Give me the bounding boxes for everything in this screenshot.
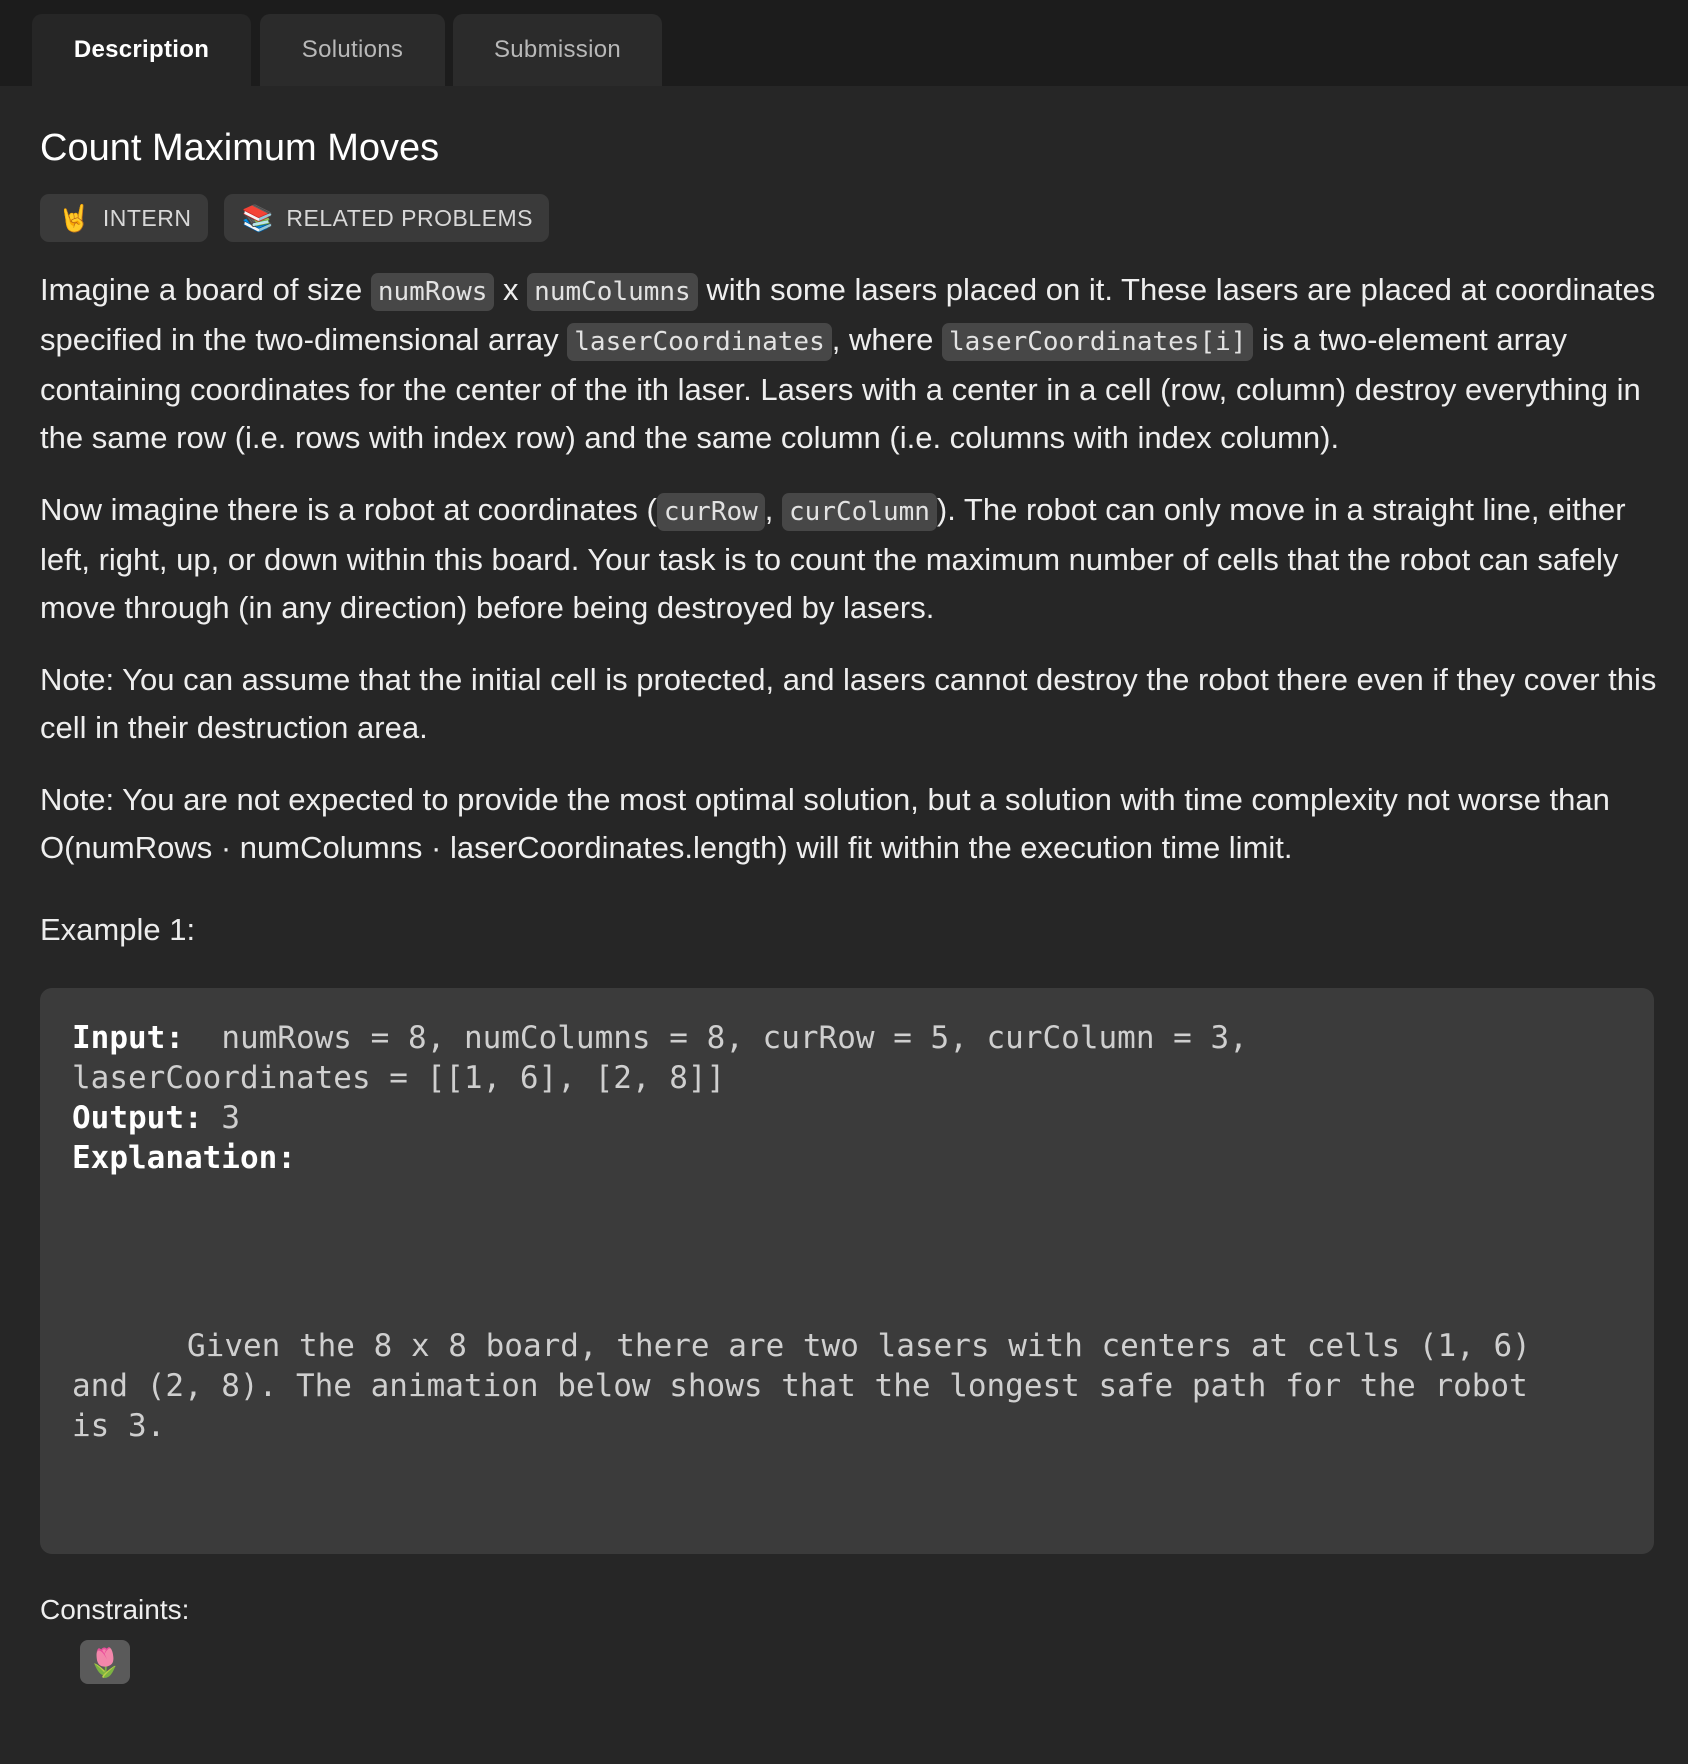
example-input-line <box>72 1018 1622 1058</box>
explanation-line: and (2, 8). The animation below shows that the longest safe path for the robot <box>72 1368 1528 1404</box>
input-value: numRows = 8, numColumns = 8, curRow = 5, curColumn = 3, <box>221 1020 1248 1056</box>
intern-badge[interactable] <box>40 194 208 242</box>
example-output-line <box>72 1098 1622 1138</box>
intern-badge-label: INTERN <box>102 204 192 231</box>
text: Now imagine there is a robot at coordinates ( <box>40 492 657 527</box>
inline-code: curColumn <box>782 493 937 531</box>
tulip-icon: 🌷 <box>80 1640 130 1684</box>
tab-bar <box>0 0 1688 86</box>
note-paragraph-2: Note: You are not expected to provide the most optimal solution, but a solution with time complexity not worse than O(numRows · numColumns · laserCoordinates.length) will fit within the execution time limit. <box>40 782 1610 865</box>
text: ). The robot can only move in a straight line, either left, right, up, or down within this board. Your task is to count the maximum number of cells that the robot can safely move through (in any direction) before being destroyed by lasers. <box>40 492 1626 625</box>
text: Imagine a board of size <box>40 272 371 307</box>
inline-code: numRows <box>371 273 495 311</box>
input-label: Input: <box>72 1020 184 1056</box>
explanation-line: is 3. <box>72 1408 166 1444</box>
tab-solutions[interactable]: Solutions <box>260 14 445 86</box>
rock-hand-icon: 🤘 <box>58 203 91 233</box>
explanation-text <box>72 1326 1622 1446</box>
explanation-line: Given the 8 x 8 board, there are two lasers with centers at cells (1, 6) <box>187 1328 1531 1364</box>
inline-code: curRow <box>657 493 765 531</box>
inline-code: laserCoordinates[i] <box>942 323 1253 361</box>
example-block <box>40 988 1654 1554</box>
output-label: Output: <box>72 1100 203 1136</box>
badge-row <box>40 194 1648 242</box>
description-paragraph-1 <box>40 266 1660 462</box>
text: , <box>764 492 783 527</box>
output-value: 3 <box>221 1100 240 1136</box>
tab-submission[interactable]: Submission <box>453 14 662 86</box>
related-problems-badge[interactable] <box>224 194 549 242</box>
example-input-line-2: laserCoordinates = [[1, 6], [2, 8]] <box>72 1060 726 1096</box>
problem-title: Count Maximum Moves <box>40 127 440 169</box>
text: is a two-element array containing coordinates for the center of the ith laser. Lasers with a center in a cell (row, column) destroy everything in the same row (i.e. rows with index row) and the same column (i.e. columns with index column). <box>40 322 1641 455</box>
constraints-title: Constraints: <box>40 1594 190 1625</box>
explanation-label: Explanation: <box>72 1140 296 1176</box>
tab-description[interactable]: Description <box>32 14 251 86</box>
inline-code: numColumns <box>527 273 698 311</box>
inline-code: laserCoordinates <box>567 323 831 361</box>
text: , where <box>831 322 942 357</box>
problem-description <box>0 86 1688 1684</box>
text: x <box>494 272 528 307</box>
description-paragraph-2 <box>40 486 1660 632</box>
books-icon: 📚 <box>241 203 275 233</box>
note-paragraph-1: Note: You can assume that the initial cell is protected, and lasers cannot destroy the robot there even if they cover this cell in their destruction area. <box>40 662 1657 745</box>
text: with some lasers placed on it. These lasers are placed at coordinates specified in the two-dimensional array <box>40 272 1656 357</box>
example-title: Example 1: <box>40 912 196 947</box>
related-problems-label: RELATED PROBLEMS <box>286 204 533 231</box>
